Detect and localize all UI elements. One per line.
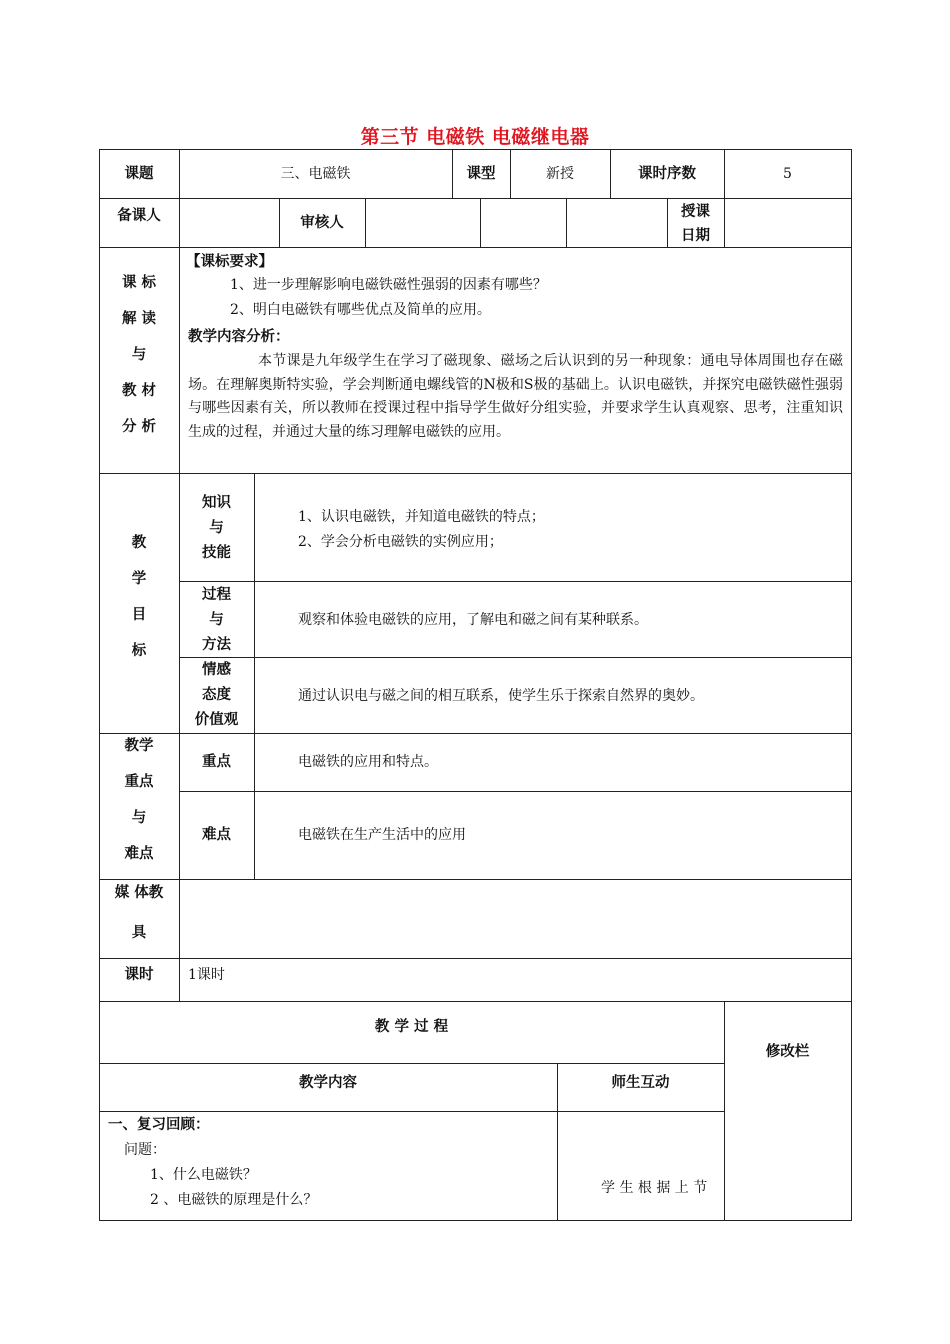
hours-value: 1课时 xyxy=(188,967,225,983)
media-label-2: 具 xyxy=(131,925,147,941)
requirements-title: 【课标要求】 xyxy=(186,254,273,270)
emotion-label: 价值观 xyxy=(194,712,239,728)
date-label-1: 授课 xyxy=(681,204,710,220)
question-label: 问题： xyxy=(124,1142,166,1158)
hours-label: 课时 xyxy=(124,967,154,983)
knowledge-label: 知识 xyxy=(202,495,231,511)
type-value: 新授 xyxy=(546,166,574,182)
focus-side-line: 教学 xyxy=(124,738,154,754)
analysis-side-line: 教 材 xyxy=(121,383,157,399)
goals-side-line: 标 xyxy=(131,643,147,659)
focus-side-line: 难点 xyxy=(124,846,154,862)
emotion-label: 态度 xyxy=(202,687,231,703)
analysis-side-line: 课 标 xyxy=(121,275,157,291)
process-label: 过程 xyxy=(202,587,231,603)
goals-side-line: 教 xyxy=(131,535,147,551)
revise-column-label: 修改栏 xyxy=(765,1044,810,1060)
focus-side-line: 重点 xyxy=(124,774,154,790)
goals-side-line: 学 xyxy=(131,571,147,587)
knowledge-label: 技能 xyxy=(202,545,231,561)
goals-side-line: 目 xyxy=(131,607,147,623)
analysis-side-line: 与 xyxy=(131,347,147,363)
question-item: 2 、电磁铁的原理是什么？ xyxy=(150,1192,318,1208)
process-text: 观察和体验电磁铁的应用，了解电和磁之间有某种联系。 xyxy=(298,612,648,628)
requirement-item: 2、明白电磁铁有哪些优点及简单的应用。 xyxy=(230,302,491,318)
process-label: 方法 xyxy=(202,637,231,653)
knowledge-item: 1、认识电磁铁，并知道电磁铁的特点； xyxy=(298,509,545,525)
seq-value: 5 xyxy=(783,166,792,182)
review-title: 一、复习回顾： xyxy=(108,1117,210,1133)
emotion-label: 情感 xyxy=(202,662,231,678)
topic-value: 三、电磁铁 xyxy=(280,166,351,182)
analysis-side-line: 分 析 xyxy=(121,419,157,435)
difficulty-text: 电磁铁在生产生活中的应用 xyxy=(298,827,466,843)
emotion-text: 通过认识电与磁之间的相互联系，使学生乐于探索自然界的奥妙。 xyxy=(298,688,704,704)
seq-label: 课时序数 xyxy=(638,166,696,182)
question-item: 1、什么电磁铁？ xyxy=(150,1167,257,1183)
type-label: 课型 xyxy=(466,166,496,182)
reviewer-label: 审核人 xyxy=(300,215,344,231)
content-analysis-text: 本节课是九年级学生在学习了磁现象、磁场之后认识到的另一种现象：通电导体周围也存在磁场。在理解奥斯特实验，学会判断通电螺线管的N极和S极的基础上。认识电磁铁，并探究电磁铁磁性强弱与哪些因素有关，所以教师在授课过程中指导学生做好分组实验，并要求学生认真观察、思考，注重知识生成的过程，并通过大量的练习理解电磁铁的应用。 xyxy=(188,353,843,440)
focus-side-line: 与 xyxy=(131,810,147,826)
interaction-text: 学 生 根 据 上 节 xyxy=(601,1180,708,1196)
key-point-text: 电磁铁的应用和特点。 xyxy=(298,754,438,770)
date-label-2: 日期 xyxy=(681,228,710,244)
knowledge-item: 2、学会分析电磁铁的实例应用； xyxy=(298,534,503,550)
page-title: 第三节 电磁铁 电磁继电器 xyxy=(360,126,590,148)
difficulty-label: 难点 xyxy=(202,827,231,843)
knowledge-label: 与 xyxy=(209,520,224,536)
analysis-side-line: 解 读 xyxy=(121,311,157,327)
requirement-item: 1、进一步理解影响电磁铁磁性强弱的因素有哪些？ xyxy=(230,277,547,293)
interaction-header: 师生互动 xyxy=(611,1075,670,1091)
key-point-label: 重点 xyxy=(202,754,231,770)
process-label: 与 xyxy=(209,612,224,628)
preparer-label: 备课人 xyxy=(117,208,161,224)
content-analysis-title: 教学内容分析： xyxy=(188,329,290,345)
content-header: 教学内容 xyxy=(299,1075,357,1091)
topic-label: 课题 xyxy=(124,166,154,182)
media-label: 媒 体教 xyxy=(114,885,164,901)
process-title: 教 学 过 程 xyxy=(374,1019,449,1035)
